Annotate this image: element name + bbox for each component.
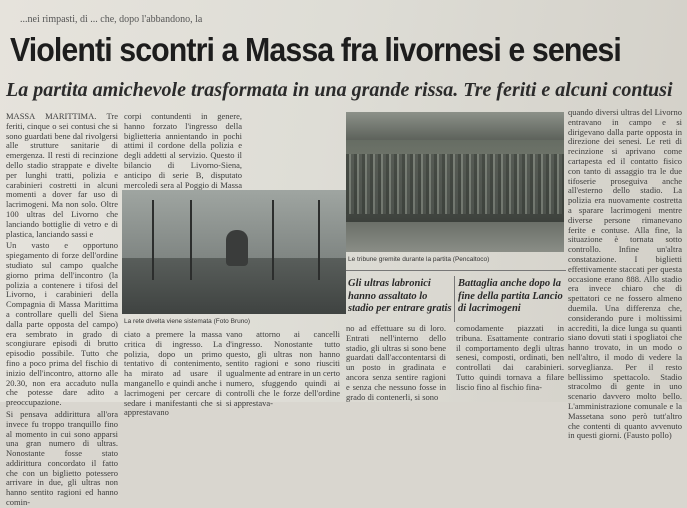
divider-line [454,276,455,322]
track [346,222,564,252]
crowd [346,154,564,214]
article-column-b2: vano attorno ai cancelli d'ingresso. Nonostante tutto questo, gli ultras non hanno sentito ragioni e sono riusciti ugualmente ad entrare in un certo numero, sfuggendo quindi ai controlli che le forze dell'ordine si apprestava- [226,329,340,408]
photo-field [122,258,346,314]
pull-quote-2: Battaglia anche dopo la fine della partita Lancio di lacrimogeni [458,278,563,314]
fence-pole [152,200,154,280]
article-column-2: corpi contundenti in genere, hanno forzato l'ingresso della biglietteria annientando in pochi attimi il cordone della polizia e degli addetti al servizio. Questo il bilancio di Livorno-Siena, anticipo di serie B, disputato mercoledì sera al Poggio di Massa [124,111,242,190]
photo-broken-fence [122,190,346,314]
column-1-para-1: MASSA MARITTIMA. Tre feriti, cinque o sei contusi che si sono guardati bene dal rivolgersi alle strutture sanitarie di emergenza. Il resti di recinzione dello stadio strappate e divelte per lunghi tratti, polizia e carabinieri costretti in alcuni momenti a dover far uso di lacrimogeni. Ma non solo. Oltre 100 ultras del Livorno che lanciando bottiglie di vetro e di plastica, lanciando sassi e [6,111,118,239]
photo-caption-2: Le tribune gremite durante la partita (Pencaltoco) [348,256,490,263]
article-column-b4: comodamente piazzati in tribuna. Esattamente contrario il comportamento degli ultras senesi, composti, ordinati, ben controllati dai carabinieri. Tutto quindi tornava a filare liscio fino al fischio fina- [456,323,564,392]
column-1-para-3: Si pensava addirittura all'ora invece fu troppo tranquillo fino al momento in cui sono apparsi una gran numero di ultras. Nonostante fosse stato addirittura concordato il fatto che con un biglietto potessero arrivare in due, gli ultras non hanno sentito ragioni ed hanno comin- [6,408,118,508]
headline: Violenti scontri a Massa fra livornesi e senesi [10,31,621,68]
worker-figure [226,230,248,266]
photo-caption-1: La rete divelta viene sistemata (Foto Bruno) [124,318,251,325]
photo-stands-crowd [346,112,564,252]
stand-roof [346,112,564,140]
divider-line [346,270,566,271]
fence-pole [190,200,192,280]
article-column-b1: ciato a premere la massa critica di ingresso. La polizia, dopo un primo tentativo di contenimento, ha mirato ad usare il manganello e quindi anche i lacrimogeni per cercare di sedare i manifestanti che si apprestavano [124,329,222,418]
pull-quote-1: Gli ultras labronici hanno assaltato lo stadio per entrare gratis [348,278,452,314]
top-text-line: ...nei rimpasti, di ... che, dopo l'abbandono, la [20,14,203,25]
column-1-para-2: Un vasto e opportuno spiegamento di forze dell'ordine studiato sul campo qualche giorno prima dell'incontro (la polizia a contenere i tifosi del Livorno, i carabinieri della Compagnia di Massa Marittima a controllare quelli del Siena dalla parte opposta del campo) era sembrato in grado di scongiurare episodi di brutto episodio possibile. Tutto che fino a poco prima del fischio di inizio dell'incontro, attorno alle 20.30, non era accaduto nulla che potesse dare adito a preoccupazione. [6,240,118,408]
subheadline: La partita amichevole trasformata in una grande rissa. Tre feriti e alcuni contusi [6,79,673,101]
article-column-1 [6,111,118,508]
fence-pole [318,200,320,280]
article-column-4: quando diversi ultras del Livorno entravano in campo e si dirigevano dalla parte opposta in direzione dei senesi. Le reti di recinzione si aprivano come cartapesta ed il contatto fisico con tanto di assaggio tra le due tifoserie proseguiva anche all'esterno dello stadio. La polizia era nuovamente costretta a sparare lacrimogeni mentre diverse persone rimanevano ferite e contuse. Alla fine, la situazione è tornata sotto controllo. Infine un'altra constatazione. I biglietti effettivamente staccati per questa occasione erano 888. Allo stadio era invece chiaro che di spettatori ce ne fossero almeno duemila. Una differenza che, considerando pure i moltissimi accrediti, la dice lunga su quanti siano dovuti stati i spogliatoi che hanno trovato, in un modo o nell'altro, il modo di vedere la sorveglianza. Per il resto bellissimo spettacolo. Stadio stracolmo di gente in uno scenario davvero molto bello. L'amministrazione comunale e la Massetana sono però tutt'altro che contenti di quanto avvenuto in questi giorni. (Fausto pollo) [568,107,682,441]
article-column-b3: no ad effettuare su di loro. Entrati nell'interno dello stadio, gli ultras si sono bene guardati dall'accontentarsi di un posto in gradinata e ancora senza sentire ragioni e senza che nessuno fosse in grado di contenerli, si sono [346,323,446,402]
fence-pole [272,200,274,280]
